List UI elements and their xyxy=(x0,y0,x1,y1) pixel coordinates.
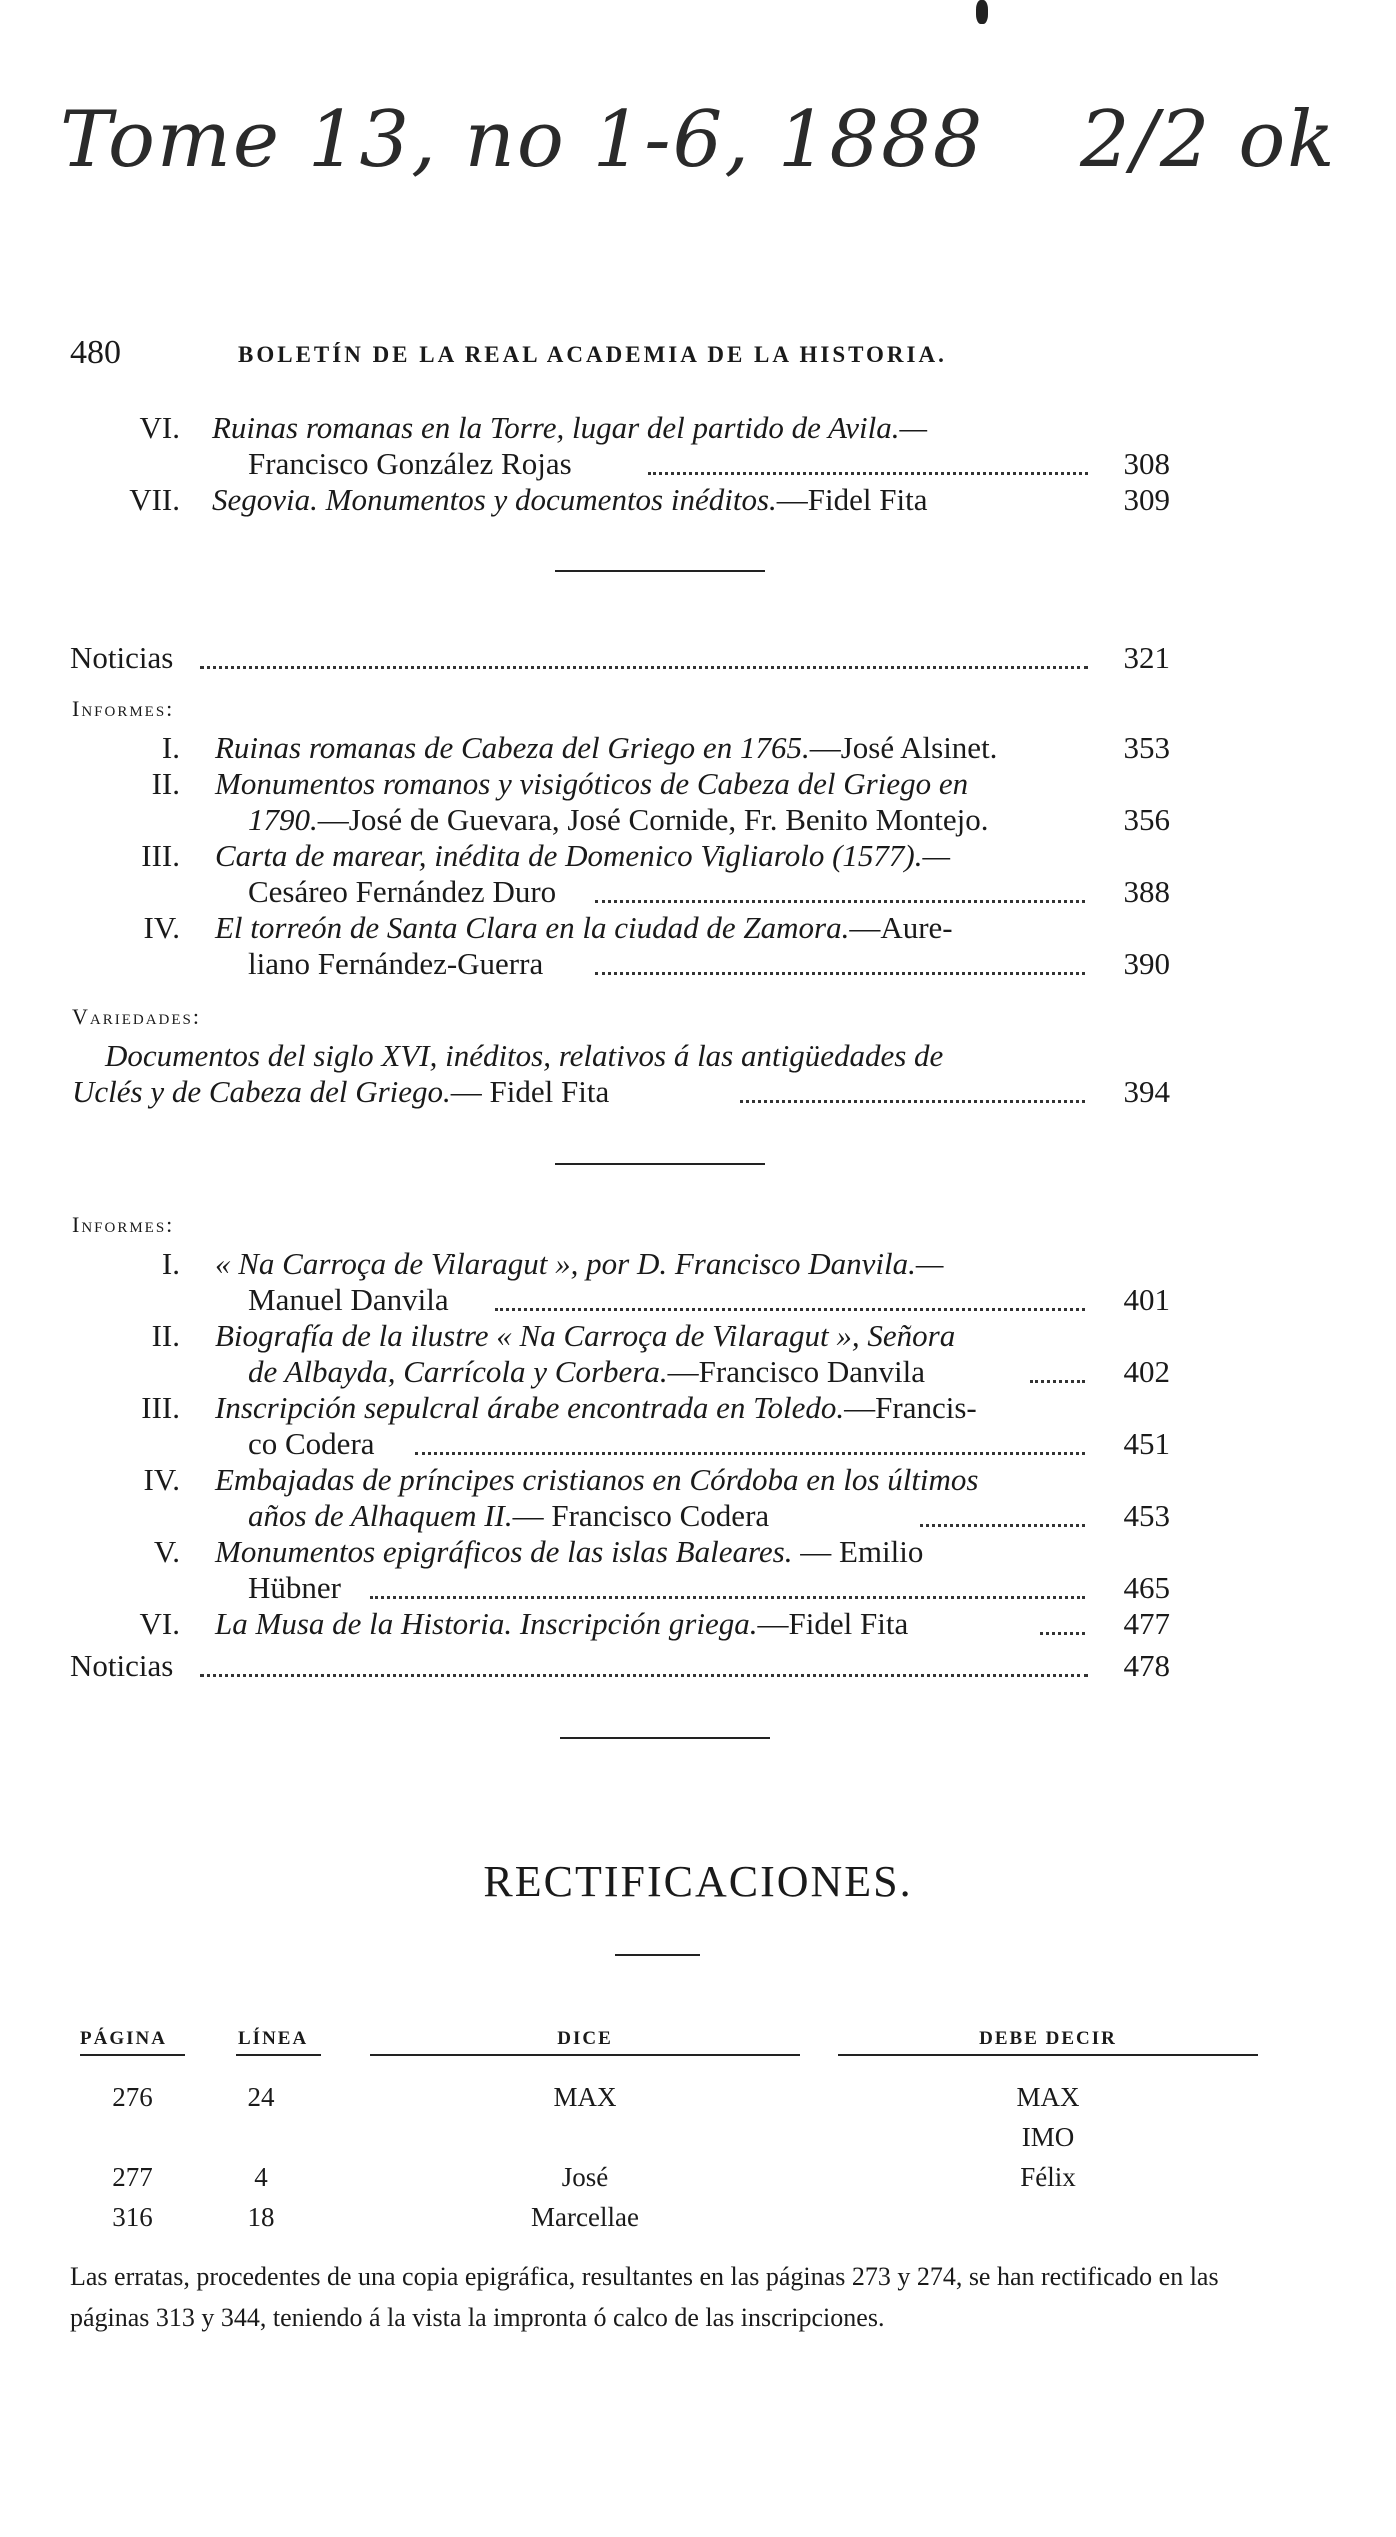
toc-entry-continued: liano Fernández-Guerra 390 xyxy=(248,946,1170,981)
table-cell-debe: Félix xyxy=(1020,2162,1076,2192)
dot-leader xyxy=(740,1100,1085,1103)
toc-entry-continued: co Codera 451 xyxy=(248,1426,1170,1461)
toc-variedades: Documentos del siglo XVI, inéditos, relativos á las antigüedades de xyxy=(105,1038,944,1073)
toc-entry-continued: de Albayda, Carrícola y Corbera.—Francisco Danvila 402 xyxy=(248,1354,1170,1389)
toc-entry-continued: Francisco González Rojas 308 xyxy=(248,446,1170,481)
dot-leader xyxy=(495,1308,1085,1311)
toc-entry: III. Inscripción sepulcral árabe encontrada en Toledo.—Francis- xyxy=(141,1390,977,1425)
column-rule xyxy=(370,2054,800,2056)
journal-title: BOLETÍN DE LA REAL ACADEMIA DE LA HISTORIA. xyxy=(238,342,947,367)
column-header-dice: DICE xyxy=(557,2028,613,2049)
table-cell-dice: MAX xyxy=(553,2082,617,2112)
column-rule xyxy=(838,2054,1258,2056)
toc-entry-continued: 1790.—José de Guevara, José Cornide, Fr. Benito Montejo. 356 xyxy=(248,802,1170,837)
table-cell-pagina: 277 xyxy=(112,2162,153,2192)
column-rule xyxy=(80,2054,185,2056)
toc-entry-continued: años de Alhaquem II.— Francisco Codera 453 xyxy=(248,1498,1170,1533)
toc-entry: I. « Na Carroça de Vilaragut », por D. Francisco Danvila.— xyxy=(161,1246,944,1281)
toc-entry: VI. La Musa de la Historia. Inscripción griega.—Fidel Fita 477 xyxy=(139,1606,1170,1641)
column-header-linea: LÍNEA xyxy=(238,2028,309,2049)
section-heading: RECTIFICACIONES. xyxy=(483,1857,913,1906)
dot-leader xyxy=(370,1596,1085,1599)
dot-leader xyxy=(200,666,1088,669)
dot-leader xyxy=(595,900,1085,903)
toc-entry-continued: Manuel Danvila 401 xyxy=(248,1282,1170,1317)
section-divider xyxy=(560,1737,770,1739)
column-header-debe-decir: DEBE DECIR xyxy=(979,2028,1117,2049)
table-cell-linea: 18 xyxy=(247,2202,275,2232)
toc-entry: VII. Segovia. Monumentos y documentos inéditos.—Fidel Fita 309 xyxy=(129,482,1170,517)
handwritten-annotation-left: Tome 13, no 1-6, 1888 xyxy=(60,95,985,185)
section-label-informes: Informes: xyxy=(72,696,175,721)
dot-leader xyxy=(200,1674,1088,1677)
toc-variedades-continued: Uclés y de Cabeza del Griego.— Fidel Fita 394 xyxy=(72,1074,1170,1109)
page-number: 480 xyxy=(70,334,121,371)
toc-entry: I. Ruinas romanas de Cabeza del Griego en 1765.—José Alsinet. 353 xyxy=(161,730,1170,765)
toc-entry: II. Biografía de la ilustre « Na Carroça de Vilaragut », Señora xyxy=(151,1318,956,1353)
toc-entry: V. Monumentos epigráficos de las islas Baleares. — Emilio xyxy=(153,1534,924,1569)
table-cell-pagina: 316 xyxy=(112,2202,153,2232)
toc-entry: IV. Embajadas de príncipes cristianos en Córdoba en los últimos xyxy=(143,1462,979,1497)
toc-entry: II. Monumentos romanos y visigóticos de Cabeza del Griego en xyxy=(151,766,969,801)
dot-leader xyxy=(1040,1632,1085,1635)
toc-entry-continued: Cesáreo Fernández Duro 388 xyxy=(248,874,1170,909)
table-cell-linea: 24 xyxy=(247,2082,275,2112)
toc-entry-continued: Hübner 465 xyxy=(248,1570,1170,1605)
table-cell-debe: MAX xyxy=(1016,2082,1080,2112)
errata-note: Las erratas, procedentes de una copia epigráfica, resultantes en las páginas 273 y 274, se han rectificado en las páginas 313 y 344, teniendo á la vista la impronta ó calco de las inscripciones. xyxy=(70,2262,1219,2332)
heading-underline xyxy=(615,1954,700,1956)
section-label-variedades: Variedades: xyxy=(72,1004,201,1029)
dot-leader xyxy=(648,472,1088,475)
ink-mark xyxy=(976,0,988,24)
dot-leader xyxy=(920,1524,1085,1527)
toc-noticias: Noticias 478 xyxy=(70,1648,1170,1683)
section-divider xyxy=(555,570,765,572)
section-label-informes: Informes: xyxy=(72,1212,175,1237)
table-cell-pagina: 276 xyxy=(112,2082,153,2112)
table-cell-dice: José xyxy=(561,2162,609,2192)
section-divider xyxy=(555,1163,765,1165)
table-cell-debe: IMO xyxy=(1021,2122,1075,2152)
dot-leader xyxy=(415,1452,1085,1455)
table-cell-dice: Marcellae xyxy=(531,2202,639,2232)
column-header-pagina: PÁGINA xyxy=(80,2028,167,2049)
toc-entry: IV. El torreón de Santa Clara en la ciudad de Zamora.—Aure- xyxy=(143,910,953,945)
column-rule xyxy=(236,2054,321,2056)
toc-entry: III. Carta de marear, inédita de Domenico Vigliarolo (1577).— xyxy=(141,838,951,873)
table-cell-linea: 4 xyxy=(254,2162,268,2192)
toc-noticias: Noticias 321 xyxy=(70,640,1170,675)
toc-entry: VI. Ruinas romanas en la Torre, lugar del partido de Avila.— xyxy=(139,410,928,445)
handwritten-annotation-right: 2/2 ok xyxy=(1080,95,1337,185)
dot-leader xyxy=(1030,1380,1085,1383)
dot-leader xyxy=(595,972,1085,975)
